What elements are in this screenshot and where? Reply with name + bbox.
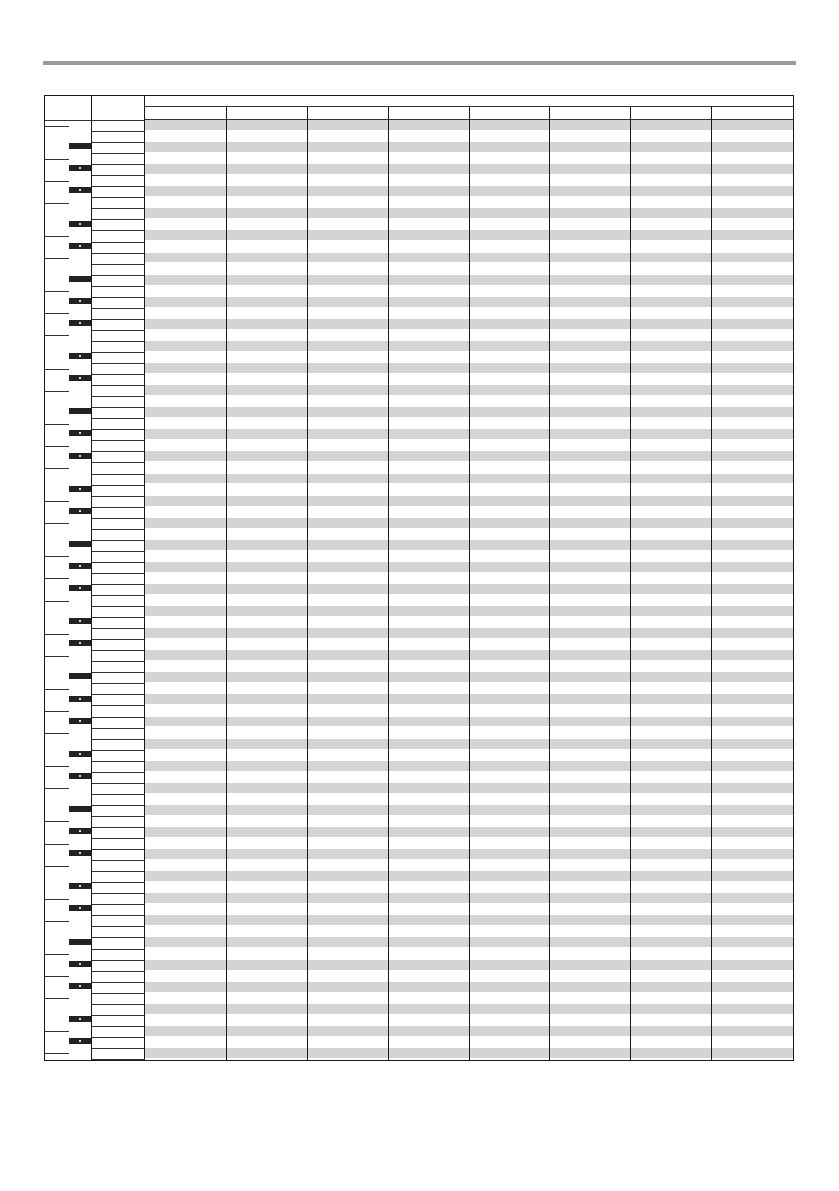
black-key <box>69 165 91 171</box>
note-row-line <box>92 838 144 839</box>
note-row-line <box>92 529 144 530</box>
note-row-line <box>92 297 144 298</box>
white-key-boundary <box>45 689 69 690</box>
black-key <box>69 563 91 569</box>
note-row-line <box>92 551 144 552</box>
note-row-line <box>92 860 144 861</box>
note-row-line <box>92 363 144 364</box>
note-row-line <box>92 451 144 452</box>
note-row-line <box>92 739 144 740</box>
white-key-boundary <box>45 1053 69 1054</box>
black-key <box>69 243 91 249</box>
beat-divider <box>469 120 470 1060</box>
white-key-boundary <box>45 711 69 712</box>
note-row-line <box>92 672 144 673</box>
key-marker <box>79 167 81 169</box>
note-row-line <box>92 197 144 198</box>
note-row-line <box>92 230 144 231</box>
note-row-line <box>92 750 144 751</box>
note-row-line <box>92 772 144 773</box>
white-key-boundary <box>45 369 69 370</box>
note-row-line <box>92 540 144 541</box>
note-row-line <box>92 164 144 165</box>
white-key-boundary <box>45 601 69 602</box>
key-marker <box>79 565 81 567</box>
black-key <box>69 773 91 779</box>
note-row-line <box>92 562 144 563</box>
note-row-line <box>92 330 144 331</box>
key-marker <box>79 245 81 247</box>
black-key <box>69 961 91 967</box>
note-row-line <box>92 849 144 850</box>
black-key <box>69 320 91 326</box>
note-row-line <box>92 1048 144 1049</box>
note-row-line <box>92 264 144 265</box>
header-divider <box>711 106 712 120</box>
note-row-line <box>92 937 144 938</box>
beat-divider <box>549 120 550 1060</box>
note-row-line <box>92 595 144 596</box>
note-row-line <box>92 805 144 806</box>
white-key-boundary <box>45 954 69 955</box>
keyboard-top-line <box>45 120 91 121</box>
note-row-line <box>92 462 144 463</box>
note-row-line <box>92 1026 144 1027</box>
black-key <box>69 696 91 702</box>
white-key-boundary <box>45 313 69 314</box>
beat-grid <box>145 120 793 1060</box>
key-marker <box>79 852 81 854</box>
key-marker <box>79 587 81 589</box>
note-row-line <box>92 661 144 662</box>
note-row-line <box>92 717 144 718</box>
black-key <box>69 718 91 724</box>
key-marker <box>79 775 81 777</box>
white-key-boundary <box>45 258 69 259</box>
black-key <box>69 618 91 624</box>
note-row-line <box>92 761 144 762</box>
note-row-line <box>92 871 144 872</box>
note-row-line <box>92 407 144 408</box>
note-row-line <box>92 606 144 607</box>
note-row-line <box>92 573 144 574</box>
white-key-boundary <box>45 424 69 425</box>
note-row-line <box>92 971 144 972</box>
black-key <box>69 1016 91 1022</box>
black-key <box>69 883 91 889</box>
note-row-line <box>92 949 144 950</box>
note-row-line <box>92 219 144 220</box>
key-marker <box>79 377 81 379</box>
key-marker <box>79 488 81 490</box>
beat-divider <box>630 120 631 1060</box>
beat-divider <box>388 120 389 1060</box>
white-key-boundary <box>45 788 69 789</box>
note-row-line <box>92 882 144 883</box>
key-marker <box>79 223 81 225</box>
note-row-line <box>92 175 144 176</box>
white-key-boundary <box>45 556 69 557</box>
key-marker <box>79 753 81 755</box>
note-row-line <box>92 584 144 585</box>
black-key <box>69 353 91 359</box>
white-key-boundary <box>45 976 69 977</box>
white-key-boundary <box>45 181 69 182</box>
note-row-line <box>92 1037 144 1038</box>
black-key <box>69 298 91 304</box>
note-row-line <box>92 286 144 287</box>
white-key-boundary <box>45 446 69 447</box>
note-row-line <box>92 186 144 187</box>
black-key <box>69 1038 91 1044</box>
note-row-line <box>92 617 144 618</box>
key-marker <box>79 322 81 324</box>
black-key <box>69 751 91 757</box>
piano-keyboard <box>45 96 91 1060</box>
white-key-boundary <box>45 766 69 767</box>
beat-divider <box>307 120 308 1060</box>
note-row-line <box>92 650 144 651</box>
key-marker <box>79 510 81 512</box>
key-marker <box>79 355 81 357</box>
black-key <box>69 541 91 547</box>
note-row-line <box>92 120 144 121</box>
white-key-boundary <box>45 203 69 204</box>
black-key <box>69 673 91 679</box>
note-row-line <box>92 352 144 353</box>
white-key-boundary <box>45 899 69 900</box>
black-key <box>69 430 91 436</box>
note-row-line <box>92 253 144 254</box>
note-row-line <box>92 993 144 994</box>
note-row-line <box>92 628 144 629</box>
key-marker <box>79 985 81 987</box>
white-key-boundary <box>45 821 69 822</box>
note-row-line <box>92 1059 144 1060</box>
key-marker <box>79 189 81 191</box>
black-key <box>69 221 91 227</box>
note-row-line <box>92 474 144 475</box>
white-key-boundary <box>45 634 69 635</box>
key-marker <box>79 885 81 887</box>
black-key <box>69 508 91 514</box>
key-marker <box>79 432 81 434</box>
white-key-boundary <box>45 866 69 867</box>
key-marker <box>79 1040 81 1042</box>
note-row-line <box>92 794 144 795</box>
header-divider <box>307 106 308 120</box>
note-row-line <box>92 728 144 729</box>
note-row-line <box>92 827 144 828</box>
white-key-boundary <box>45 733 69 734</box>
note-row-line <box>92 396 144 397</box>
note-row-line <box>92 960 144 961</box>
white-key-boundary <box>45 501 69 502</box>
note-row-line <box>92 893 144 894</box>
note-row-line <box>92 208 144 209</box>
note-row-line <box>92 982 144 983</box>
note-row-line <box>92 429 144 430</box>
black-key <box>69 143 91 149</box>
note-row-line <box>92 683 144 684</box>
white-key-boundary <box>45 921 69 922</box>
white-key-boundary <box>45 578 69 579</box>
black-key <box>69 828 91 834</box>
note-row-line <box>92 374 144 375</box>
note-row-line <box>92 783 144 784</box>
black-key <box>69 939 91 945</box>
measure-header <box>145 96 793 120</box>
black-key <box>69 486 91 492</box>
header-divider <box>226 106 227 120</box>
key-marker <box>79 300 81 302</box>
black-key <box>69 408 91 414</box>
note-row-line <box>92 440 144 441</box>
note-row-line <box>92 639 144 640</box>
white-key-boundary <box>45 291 69 292</box>
white-key-boundary <box>45 656 69 657</box>
note-row-line <box>92 816 144 817</box>
piano-roll-grid <box>44 95 794 1061</box>
note-row-line <box>92 507 144 508</box>
note-row-line <box>92 926 144 927</box>
note-row-line <box>92 385 144 386</box>
white-key-boundary <box>45 844 69 845</box>
note-row-line <box>92 275 144 276</box>
black-key <box>69 375 91 381</box>
white-key-boundary <box>45 468 69 469</box>
note-row-line <box>92 705 144 706</box>
note-row-line <box>92 242 144 243</box>
note-row-line <box>92 915 144 916</box>
header-divider <box>549 106 550 120</box>
note-row-line <box>92 694 144 695</box>
note-row-line <box>92 904 144 905</box>
note-row-line <box>92 319 144 320</box>
black-key <box>69 453 91 459</box>
white-key-boundary <box>45 1031 69 1032</box>
note-row-line <box>92 496 144 497</box>
white-key-boundary <box>45 126 69 127</box>
note-row-line <box>92 131 144 132</box>
black-key <box>69 187 91 193</box>
black-key <box>69 276 91 282</box>
black-key <box>69 983 91 989</box>
white-key-boundary <box>45 391 69 392</box>
note-name-column <box>91 96 145 1060</box>
header-divider <box>388 106 389 120</box>
beat-divider <box>226 120 227 1060</box>
key-marker <box>79 642 81 644</box>
header-divider <box>469 106 470 120</box>
note-row-line <box>92 341 144 342</box>
black-key <box>69 640 91 646</box>
key-marker <box>79 698 81 700</box>
black-key <box>69 850 91 856</box>
note-row-line <box>92 1004 144 1005</box>
key-marker <box>79 620 81 622</box>
key-marker <box>79 830 81 832</box>
note-row-line <box>92 308 144 309</box>
key-marker <box>79 720 81 722</box>
note-row-line <box>92 518 144 519</box>
black-key <box>69 806 91 812</box>
note-row-line <box>92 485 144 486</box>
note-row-line <box>92 142 144 143</box>
white-key-boundary <box>45 236 69 237</box>
key-marker <box>79 963 81 965</box>
key-marker <box>79 1018 81 1020</box>
header-divider <box>630 106 631 120</box>
black-key <box>69 585 91 591</box>
key-marker <box>79 907 81 909</box>
beat-divider <box>711 120 712 1060</box>
header-rule <box>43 61 796 65</box>
key-marker <box>79 455 81 457</box>
note-row-line <box>92 1015 144 1016</box>
white-key-boundary <box>45 159 69 160</box>
note-row-line <box>92 153 144 154</box>
white-key-boundary <box>45 523 69 524</box>
white-key-boundary <box>45 998 69 999</box>
white-key-boundary <box>45 335 69 336</box>
black-key <box>69 905 91 911</box>
note-row-line <box>92 418 144 419</box>
